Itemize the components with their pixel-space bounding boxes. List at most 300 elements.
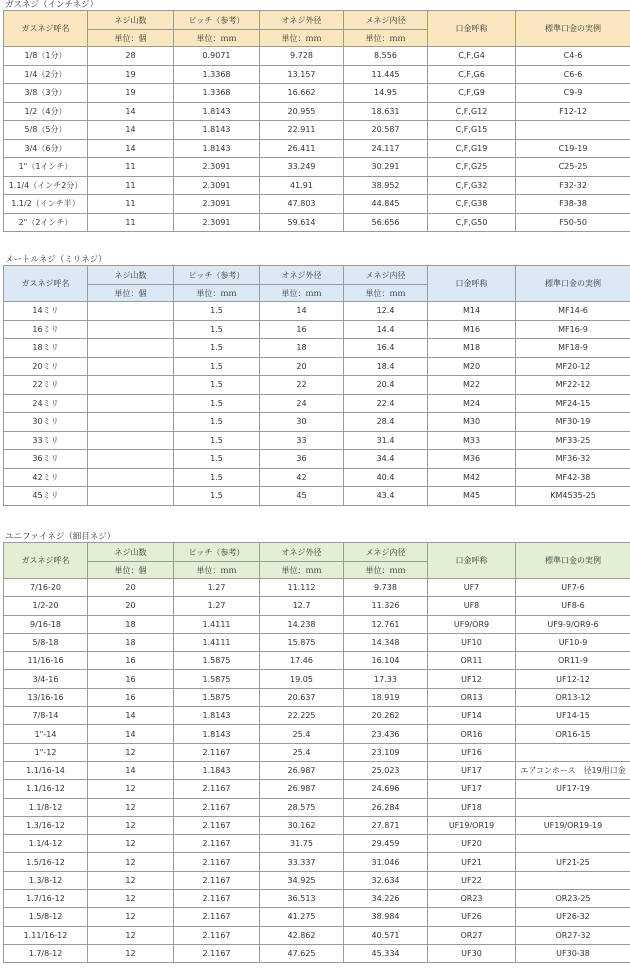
thread-count-cell: 14	[88, 761, 174, 779]
pitch-cell: 2.1167	[174, 890, 260, 908]
inner-diameter-cell: 22.4	[344, 394, 428, 413]
outer-diameter-cell: 33.249	[260, 158, 344, 177]
table-row	[4, 597, 630, 615]
outer-diameter-cell: 42	[260, 468, 344, 487]
inner-diameter-cell: 24.696	[344, 780, 428, 798]
outer-diameter-cell: 34.925	[260, 871, 344, 889]
mouthpiece-name-cell: M18	[428, 339, 516, 358]
thread-count-cell: 11	[88, 213, 174, 232]
example-cell: UF17-19	[516, 780, 630, 798]
thread-name-cell: 1"-14	[4, 725, 88, 743]
pitch-cell: 2.1167	[174, 743, 260, 761]
outer-diameter-cell: 30.162	[260, 816, 344, 834]
outer-diameter-cell: 33.337	[260, 853, 344, 871]
pitch-cell: 1.5875	[174, 670, 260, 688]
outer-diameter-cell: 45	[260, 487, 344, 506]
thread-count-cell: 16	[88, 652, 174, 670]
outer-diameter-cell: 14	[260, 302, 344, 321]
mouthpiece-name-cell: C,F,G6	[428, 65, 516, 84]
thread-count-cell: 19	[88, 84, 174, 103]
mouthpiece-name-cell: C,F,G15	[428, 121, 516, 140]
mouthpiece-name-cell: M16	[428, 320, 516, 339]
pitch-cell: 1.8143	[174, 121, 260, 140]
thread-name-cell: 5/8-18	[4, 633, 88, 651]
pitch-cell: 2.1167	[174, 926, 260, 944]
thread-count-cell	[88, 450, 174, 469]
example-cell: MF18-9	[516, 339, 630, 358]
header-inner-diameter: メネジ内径	[344, 543, 428, 562]
example-cell: OR23-25	[516, 890, 630, 908]
example-cell	[516, 798, 630, 816]
inner-diameter-cell: 34.4	[344, 450, 428, 469]
inner-diameter-cell: 27.871	[344, 816, 428, 834]
inner-diameter-cell: 11.445	[344, 65, 428, 84]
thread-count-cell: 18	[88, 633, 174, 651]
header-inner-diameter: メネジ内径	[344, 266, 428, 285]
mouthpiece-name-cell: C,F,G32	[428, 176, 516, 195]
inner-diameter-cell: 17.33	[344, 670, 428, 688]
thread-name-cell: 7/8-14	[4, 707, 88, 725]
thread-name-cell: 1.5/16-12	[4, 853, 88, 871]
metric-thread-section	[3, 255, 630, 506]
outer-diameter-cell: 26.411	[260, 139, 344, 158]
pitch-cell: 1.27	[174, 579, 260, 597]
pitch-cell: 1.4111	[174, 615, 260, 633]
pitch-cell: 1.5	[174, 468, 260, 487]
outer-diameter-cell: 19.05	[260, 670, 344, 688]
outer-diameter-cell: 59.614	[260, 213, 344, 232]
thread-count-cell: 12	[88, 743, 174, 761]
thread-name-cell: 7/16-20	[4, 579, 88, 597]
inner-diameter-cell: 11.326	[344, 597, 428, 615]
table-row	[4, 652, 630, 670]
outer-diameter-cell: 25.4	[260, 725, 344, 743]
outer-diameter-cell: 42.862	[260, 926, 344, 944]
header-example: 標準口金の実例	[516, 543, 630, 579]
header-pitch: ピッチ（参考）	[174, 543, 260, 562]
mouthpiece-name-cell: M24	[428, 394, 516, 413]
thread-name-cell: 1.5/8-12	[4, 908, 88, 926]
thread-name-cell: 3/4-16	[4, 670, 88, 688]
thread-count-cell: 12	[88, 871, 174, 889]
thread-name-cell: 36ミリ	[4, 450, 88, 469]
table-row	[4, 195, 630, 214]
mouthpiece-name-cell: UF17	[428, 780, 516, 798]
example-cell: MF42-38	[516, 468, 630, 487]
pitch-cell: 1.5	[174, 320, 260, 339]
mouthpiece-name-cell: C,F,G19	[428, 139, 516, 158]
mouthpiece-name-cell: UF7	[428, 579, 516, 597]
pitch-cell: 2.1167	[174, 798, 260, 816]
thread-count-cell	[88, 413, 174, 432]
mouthpiece-name-cell: UF10	[428, 633, 516, 651]
table-row	[4, 357, 630, 376]
header-example: 標準口金の実例	[516, 266, 630, 302]
thread-count-cell: 14	[88, 725, 174, 743]
inner-diameter-cell: 29.459	[344, 835, 428, 853]
example-cell: MF33-25	[516, 431, 630, 450]
pitch-cell: 1.5	[174, 376, 260, 395]
table-row	[4, 944, 630, 962]
unified-thread-table	[3, 542, 630, 963]
thread-name-cell: 1.7/8-12	[4, 944, 88, 962]
inner-diameter-cell: 31.046	[344, 853, 428, 871]
outer-diameter-cell: 20.955	[260, 102, 344, 121]
header-threads: ネジ山数	[88, 543, 174, 562]
inner-diameter-cell: 30.291	[344, 158, 428, 177]
thread-name-cell: 1/4（2分）	[4, 65, 88, 84]
table-row	[4, 853, 630, 871]
thread-name-cell: 11/16-16	[4, 652, 88, 670]
table-row	[4, 339, 630, 358]
outer-diameter-cell: 26.987	[260, 780, 344, 798]
inner-diameter-cell: 34.226	[344, 890, 428, 908]
inner-diameter-cell: 31.4	[344, 431, 428, 450]
example-cell: F38-38	[516, 195, 630, 214]
thread-count-cell: 16	[88, 688, 174, 706]
outer-diameter-cell: 12.7	[260, 597, 344, 615]
example-cell	[516, 835, 630, 853]
table-row	[4, 84, 630, 103]
mouthpiece-name-cell: OR23	[428, 890, 516, 908]
unit-mm: 単位：ｍｍ	[344, 30, 428, 47]
table-row	[4, 707, 630, 725]
thread-name-cell: 30ミリ	[4, 413, 88, 432]
table-row	[4, 835, 630, 853]
outer-diameter-cell: 41.91	[260, 176, 344, 195]
table-row	[4, 816, 630, 834]
example-cell: OR16-15	[516, 725, 630, 743]
example-cell: MF30-19	[516, 413, 630, 432]
inner-diameter-cell: 20.4	[344, 376, 428, 395]
thread-name-cell: 1.3/16-12	[4, 816, 88, 834]
thread-name-cell: 13/16-16	[4, 688, 88, 706]
unit-mm: 単位：ｍｍ	[260, 562, 344, 579]
unit-mm: 単位：ｍｍ	[174, 285, 260, 302]
mouthpiece-name-cell: C,F,G9	[428, 84, 516, 103]
table-row	[4, 65, 630, 84]
mouthpiece-name-cell: UF30	[428, 944, 516, 962]
thread-count-cell: 12	[88, 835, 174, 853]
inner-diameter-cell: 32.634	[344, 871, 428, 889]
thread-name-cell: 1/2（4分）	[4, 102, 88, 121]
thread-name-cell: 5/8（5分）	[4, 121, 88, 140]
pitch-cell: 1.8143	[174, 725, 260, 743]
mouthpiece-name-cell: UF17	[428, 761, 516, 779]
thread-count-cell: 11	[88, 158, 174, 177]
metric-thread-table	[3, 265, 630, 506]
thread-name-cell: 16ミリ	[4, 320, 88, 339]
outer-diameter-cell: 24	[260, 394, 344, 413]
unit-count: 単位：個	[88, 562, 174, 579]
header-mouthpiece-name: 口金呼称	[428, 266, 516, 302]
inner-diameter-cell: 16.104	[344, 652, 428, 670]
outer-diameter-cell: 33	[260, 431, 344, 450]
mouthpiece-name-cell: OR27	[428, 926, 516, 944]
table-row	[4, 468, 630, 487]
outer-diameter-cell: 16.662	[260, 84, 344, 103]
example-cell: C4-6	[516, 47, 630, 66]
outer-diameter-cell: 36.513	[260, 890, 344, 908]
header-example: 標準口金の実例	[516, 11, 630, 47]
mouthpiece-name-cell: C,F,G25	[428, 158, 516, 177]
pitch-cell: 2.1167	[174, 908, 260, 926]
inner-diameter-cell: 12.761	[344, 615, 428, 633]
inner-diameter-cell: 20.587	[344, 121, 428, 140]
pitch-cell: 2.3091	[174, 213, 260, 232]
example-cell: UF21-25	[516, 853, 630, 871]
pitch-cell: 1.5875	[174, 688, 260, 706]
inner-diameter-cell: 14.4	[344, 320, 428, 339]
thread-name-cell: 42ミリ	[4, 468, 88, 487]
example-cell: MF20-12	[516, 357, 630, 376]
mouthpiece-name-cell: OR13	[428, 688, 516, 706]
table-row	[4, 487, 630, 506]
mouthpiece-name-cell: UF19/OR19	[428, 816, 516, 834]
example-cell: UF12-12	[516, 670, 630, 688]
pitch-cell: 1.5	[174, 487, 260, 506]
thread-name-cell: 1.1/4-12	[4, 835, 88, 853]
table-row	[4, 139, 630, 158]
outer-diameter-cell: 20.637	[260, 688, 344, 706]
example-cell: F50-50	[516, 213, 630, 232]
inner-diameter-cell: 20.262	[344, 707, 428, 725]
header-pitch: ピッチ（参考）	[174, 266, 260, 285]
thread-count-cell: 12	[88, 780, 174, 798]
thread-name-cell: 18ミリ	[4, 339, 88, 358]
thread-count-cell: 12	[88, 816, 174, 834]
thread-count-cell	[88, 376, 174, 395]
outer-diameter-cell: 28.575	[260, 798, 344, 816]
pitch-cell: 2.3091	[174, 176, 260, 195]
mouthpiece-name-cell: UF9/OR9	[428, 615, 516, 633]
inner-diameter-cell: 16.4	[344, 339, 428, 358]
header-outer-diameter: オネジ外径	[260, 11, 344, 30]
table-row	[4, 394, 630, 413]
thread-count-cell: 14	[88, 139, 174, 158]
thread-name-cell: 1.11/16-12	[4, 926, 88, 944]
thread-name-cell: 9/16-18	[4, 615, 88, 633]
mouthpiece-name-cell: M20	[428, 357, 516, 376]
pitch-cell: 2.3091	[174, 195, 260, 214]
example-cell: C25-25	[516, 158, 630, 177]
pitch-cell: 1.5	[174, 450, 260, 469]
thread-count-cell: 12	[88, 944, 174, 962]
thread-name-cell: 1.1/2（インチ半）	[4, 195, 88, 214]
inner-diameter-cell: 8.556	[344, 47, 428, 66]
thread-name-cell: 33ミリ	[4, 431, 88, 450]
pitch-cell: 1.8143	[174, 102, 260, 121]
mouthpiece-name-cell: C,F,G50	[428, 213, 516, 232]
mouthpiece-name-cell: OR16	[428, 725, 516, 743]
unit-mm: 単位：ｍｍ	[174, 30, 260, 47]
outer-diameter-cell: 22.225	[260, 707, 344, 725]
outer-diameter-cell: 47.625	[260, 944, 344, 962]
table-row	[4, 376, 630, 395]
mouthpiece-name-cell: UF18	[428, 798, 516, 816]
example-cell: MF22-12	[516, 376, 630, 395]
thread-count-cell	[88, 302, 174, 321]
section-title: メートルネジ（ミリネジ）	[5, 255, 107, 265]
outer-diameter-cell: 17.46	[260, 652, 344, 670]
pitch-cell: 1.5	[174, 431, 260, 450]
header-name: ガスネジ呼名	[4, 11, 88, 47]
table-row	[4, 158, 630, 177]
example-cell: MF16-9	[516, 320, 630, 339]
table-row	[4, 320, 630, 339]
outer-diameter-cell: 30	[260, 413, 344, 432]
header-threads: ネジ山数	[88, 266, 174, 285]
table-row	[4, 725, 630, 743]
example-cell: UF10-9	[516, 633, 630, 651]
thread-count-cell: 12	[88, 926, 174, 944]
table-row	[4, 743, 630, 761]
table-row	[4, 213, 630, 232]
table-row	[4, 176, 630, 195]
thread-count-cell: 16	[88, 670, 174, 688]
mouthpiece-name-cell: M45	[428, 487, 516, 506]
mouthpiece-name-cell: M14	[428, 302, 516, 321]
example-cell: MF36-32	[516, 450, 630, 469]
thread-name-cell: 1/8（1分）	[4, 47, 88, 66]
outer-diameter-cell: 16	[260, 320, 344, 339]
table-row	[4, 579, 630, 597]
mouthpiece-name-cell: UF26	[428, 908, 516, 926]
header-outer-diameter: オネジ外径	[260, 266, 344, 285]
mouthpiece-name-cell: C,F,G12	[428, 102, 516, 121]
mouthpiece-name-cell: C,F,G38	[428, 195, 516, 214]
inner-diameter-cell: 56.656	[344, 213, 428, 232]
thread-count-cell: 18	[88, 615, 174, 633]
thread-name-cell: 45ミリ	[4, 487, 88, 506]
thread-name-cell: 1.1/16-12	[4, 780, 88, 798]
inner-diameter-cell: 40.571	[344, 926, 428, 944]
example-cell: OR11-9	[516, 652, 630, 670]
thread-name-cell: 1.1/16-14	[4, 761, 88, 779]
example-cell: OR13-12	[516, 688, 630, 706]
thread-count-cell	[88, 468, 174, 487]
example-cell: UF9-9/OR9-6	[516, 615, 630, 633]
table-row	[4, 413, 630, 432]
pitch-cell: 1.5	[174, 413, 260, 432]
thread-count-cell: 19	[88, 65, 174, 84]
table-row	[4, 761, 630, 779]
table-row	[4, 780, 630, 798]
section-title: ユニファイネジ（細目ネジ）	[5, 532, 116, 542]
thread-name-cell: 1/2-20	[4, 597, 88, 615]
example-cell: UF19/OR19-19	[516, 816, 630, 834]
header-name: ガスネジ呼名	[4, 266, 88, 302]
inner-diameter-cell: 18.919	[344, 688, 428, 706]
inner-diameter-cell: 23.109	[344, 743, 428, 761]
example-cell: エアコンホース 径19用口金	[516, 761, 630, 779]
inner-diameter-cell: 25.023	[344, 761, 428, 779]
pitch-cell: 2.1167	[174, 944, 260, 962]
thread-count-cell: 11	[88, 176, 174, 195]
inner-diameter-cell: 44.845	[344, 195, 428, 214]
mouthpiece-name-cell: UF21	[428, 853, 516, 871]
thread-name-cell: 1.7/16-12	[4, 890, 88, 908]
inner-diameter-cell: 24.117	[344, 139, 428, 158]
mouthpiece-name-cell: M30	[428, 413, 516, 432]
example-cell: UF26-32	[516, 908, 630, 926]
thread-count-cell: 14	[88, 707, 174, 725]
mouthpiece-name-cell: UF20	[428, 835, 516, 853]
outer-diameter-cell: 13.157	[260, 65, 344, 84]
example-cell: F12-12	[516, 102, 630, 121]
table-row	[4, 615, 630, 633]
example-cell: UF14-15	[516, 707, 630, 725]
thread-count-cell: 20	[88, 597, 174, 615]
inner-diameter-cell: 38.984	[344, 908, 428, 926]
outer-diameter-cell: 22	[260, 376, 344, 395]
inner-diameter-cell: 18.631	[344, 102, 428, 121]
mouthpiece-name-cell: M36	[428, 450, 516, 469]
mouthpiece-name-cell: UF12	[428, 670, 516, 688]
example-cell	[516, 743, 630, 761]
pitch-cell: 2.3091	[174, 158, 260, 177]
unit-mm: 単位：ｍｍ	[260, 30, 344, 47]
mouthpiece-name-cell: M33	[428, 431, 516, 450]
outer-diameter-cell: 9.728	[260, 47, 344, 66]
mouthpiece-name-cell: UF8	[428, 597, 516, 615]
example-cell	[516, 871, 630, 889]
pitch-cell: 2.1167	[174, 816, 260, 834]
example-cell: C6-6	[516, 65, 630, 84]
unified-thread-section	[3, 532, 630, 963]
thread-name-cell: 14ミリ	[4, 302, 88, 321]
inner-diameter-cell: 18.4	[344, 357, 428, 376]
thread-count-cell: 14	[88, 121, 174, 140]
outer-diameter-cell: 25.4	[260, 743, 344, 761]
outer-diameter-cell: 31.75	[260, 835, 344, 853]
example-cell: UF30-38	[516, 944, 630, 962]
table-row	[4, 302, 630, 321]
inner-diameter-cell: 12.4	[344, 302, 428, 321]
pitch-cell: 1.8143	[174, 139, 260, 158]
header-mouthpiece-name: 口金呼称	[428, 543, 516, 579]
mouthpiece-name-cell: M42	[428, 468, 516, 487]
mouthpiece-name-cell: UF22	[428, 871, 516, 889]
outer-diameter-cell: 36	[260, 450, 344, 469]
mouthpiece-name-cell: OR11	[428, 652, 516, 670]
pitch-cell: 1.4111	[174, 633, 260, 651]
pitch-cell: 0.9071	[174, 47, 260, 66]
thread-count-cell	[88, 357, 174, 376]
pitch-cell: 1.5875	[174, 652, 260, 670]
header-inner-diameter: メネジ内径	[344, 11, 428, 30]
unit-count: 単位：個	[88, 285, 174, 302]
thread-name-cell: 1"（1インチ）	[4, 158, 88, 177]
thread-count-cell: 12	[88, 853, 174, 871]
header-name: ガスネジ呼名	[4, 543, 88, 579]
inner-diameter-cell: 28.4	[344, 413, 428, 432]
inner-diameter-cell: 26.284	[344, 798, 428, 816]
unit-mm: 単位：ｍｍ	[344, 562, 428, 579]
inner-diameter-cell: 23.436	[344, 725, 428, 743]
pitch-cell: 1.5	[174, 357, 260, 376]
thread-count-cell: 12	[88, 890, 174, 908]
unit-mm: 単位：ｍｍ	[260, 285, 344, 302]
header-pitch: ピッチ（参考）	[174, 11, 260, 30]
table-row	[4, 871, 630, 889]
table-row	[4, 890, 630, 908]
example-cell: F32-32	[516, 176, 630, 195]
mouthpiece-name-cell: C,F,G4	[428, 47, 516, 66]
example-cell: MF24-15	[516, 394, 630, 413]
thread-count-cell: 20	[88, 579, 174, 597]
outer-diameter-cell: 26.987	[260, 761, 344, 779]
